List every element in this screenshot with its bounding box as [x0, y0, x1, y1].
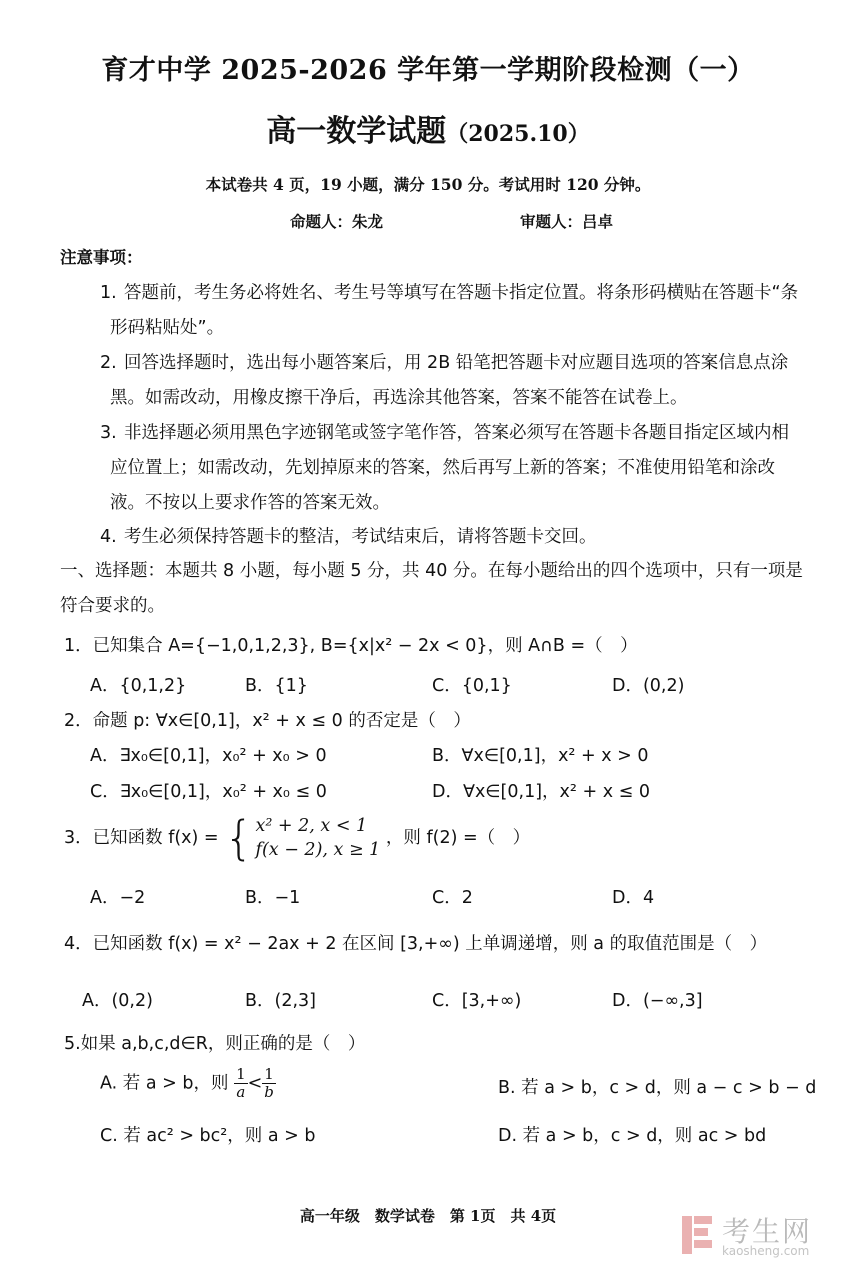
less-than: < — [247, 1073, 263, 1094]
question-4-option-a: A．(0,2) — [82, 991, 153, 1011]
exam-info: 本试卷共 4 页，19 小题，满分 150 分。考试用时 120 分钟。 — [205, 175, 651, 194]
note-text-cont: 黑。如需改动，用橡皮擦干净后，再选涂其他答案，答案不能答在试卷上。 — [110, 388, 688, 408]
question-5-stem: 5.如果 a,b,c,d∈R，则正确的是（ ） — [64, 1034, 366, 1054]
subject-title — [0, 106, 856, 150]
note-text-cont: 液。不按以上要求作答的答案无效。 — [110, 493, 390, 513]
subject-title-text: 高一数学试题 — [266, 114, 447, 149]
note-item — [102, 416, 802, 521]
note-text-cont: 形码粘贴处”。 — [110, 318, 225, 338]
question-3-option-b: B．−1 — [245, 888, 301, 908]
question-5-option-b: B. 若 a > b，c > d，则 a − c > b − d — [498, 1078, 817, 1098]
fraction-1-over-b — [262, 1066, 276, 1101]
question-1-option-c: C．{0,1} — [432, 676, 512, 696]
piecewise-cases — [255, 814, 380, 862]
question-2-stem: 2．命题 p: ∀x∈[0,1]，x² + x ≤ 0 的否定是（ ） — [64, 711, 471, 731]
question-2-option-b: B．∀x∈[0,1]，x² + x > 0 — [432, 746, 649, 766]
frac-den: a — [236, 1083, 246, 1101]
note-item — [102, 346, 802, 416]
question-1-option-d: D．(0,2) — [612, 676, 685, 696]
watermark-logo-icon — [676, 1212, 718, 1258]
notes-heading: 注意事项： — [60, 248, 143, 267]
frac-num: 1 — [236, 1065, 246, 1083]
piecewise-case-1: x² + 2, x < 1 — [255, 816, 368, 836]
question-3-option-a: A．−2 — [90, 888, 146, 908]
reviewer: 审题人：吕卓 — [520, 212, 614, 231]
question-5-option-d: D. 若 a > b，c > d，则 ac > bd — [498, 1126, 767, 1146]
note-text: 回答选择题时，选出每小题答案后，用 2B 铅笔把答题卡对应题目选项的答案信息点涂 — [124, 353, 789, 373]
piecewise-case-2: f(x − 2), x ≥ 1 — [255, 840, 381, 860]
question-2-option-c: C．∃x₀∈[0,1]，x₀² + x₀ ≤ 0 — [90, 782, 327, 802]
watermark-brand: 考生网 — [722, 1215, 813, 1248]
question-3-option-d: D．4 — [612, 888, 655, 908]
note-item — [102, 276, 802, 346]
question-5-option-a — [100, 1066, 276, 1101]
note-number: 4. — [100, 527, 117, 547]
note-item — [102, 520, 802, 555]
piecewise-brace: { — [224, 811, 254, 865]
section-heading-line: 符合要求的。 — [60, 596, 165, 616]
section-heading-line: 一、选择题：本题共 8 小题，每小题 5 分，共 40 分。在每小题给出的四个选项中，只有一项是 — [60, 561, 803, 581]
watermark-url: kaosheng.com — [722, 1244, 810, 1258]
frac-den: b — [264, 1083, 274, 1101]
note-number: 2. — [100, 353, 117, 373]
question-2-option-d: D．∀x∈[0,1]，x² + x ≤ 0 — [432, 782, 650, 802]
question-3-option-c: C．2 — [432, 888, 473, 908]
fraction-1-over-a — [234, 1066, 248, 1101]
section-heading — [60, 554, 810, 624]
exam-date: （2025.10） — [446, 121, 590, 147]
school-title: 育才中学 2025-2026 学年第一学期阶段检测（一） — [101, 55, 755, 86]
option-a-prefix: A. 若 a > b，则 — [100, 1073, 229, 1094]
question-3-suffix: ，则 f(2) =（ ） — [385, 828, 531, 848]
note-text: 考生必须保持答题卡的整洁，考试结束后，请将答题卡交回。 — [124, 527, 597, 547]
question-1-option-b: B．{1} — [245, 676, 308, 696]
question-3-stem — [64, 811, 531, 865]
note-number: 1. — [100, 283, 117, 303]
question-4-stem: 4．已知函数 f(x) = x² − 2ax + 2 在区间 [3,+∞) 上单调递增，则 a 的取值范围是（ ） — [64, 934, 768, 954]
frac-num: 1 — [264, 1065, 274, 1083]
question-4-option-d: D．(−∞,3] — [612, 991, 703, 1011]
question-5-option-c: C. 若 ac² > bc²，则 a > b — [100, 1126, 316, 1146]
note-text-cont: 应位置上；如需改动，先划掉原来的答案，然后再写上新的答案；不准使用铅笔和涂改 — [110, 458, 775, 478]
proposer: 命题人：朱龙 — [290, 212, 384, 231]
question-3-prefix: 3．已知函数 f(x) = — [64, 828, 219, 848]
question-1-option-a: A．{0,1,2} — [90, 676, 187, 696]
note-text: 答题前，考生务必将姓名、考生号等填写在答题卡指定位置。将条形码横贴在答题卡“条 — [124, 283, 799, 303]
question-1-stem: 1．已知集合 A={−1,0,1,2,3}, B={x|x² − 2x < 0}，则 A∩B =（ ） — [64, 636, 638, 656]
watermark — [672, 1208, 842, 1263]
note-number: 3. — [100, 423, 117, 443]
page-footer: 高一年级 数学试卷 第 1页 共 4页 — [299, 1207, 557, 1225]
question-4-option-b: B．(2,3] — [245, 991, 316, 1011]
question-2-option-a: A．∃x₀∈[0,1]，x₀² + x₀ > 0 — [90, 746, 327, 766]
note-text: 非选择题必须用黑色字迹钢笔或签字笔作答，答案必须写在答题卡各题目指定区域内相 — [124, 423, 789, 443]
question-4-option-c: C．[3,+∞) — [432, 991, 522, 1011]
